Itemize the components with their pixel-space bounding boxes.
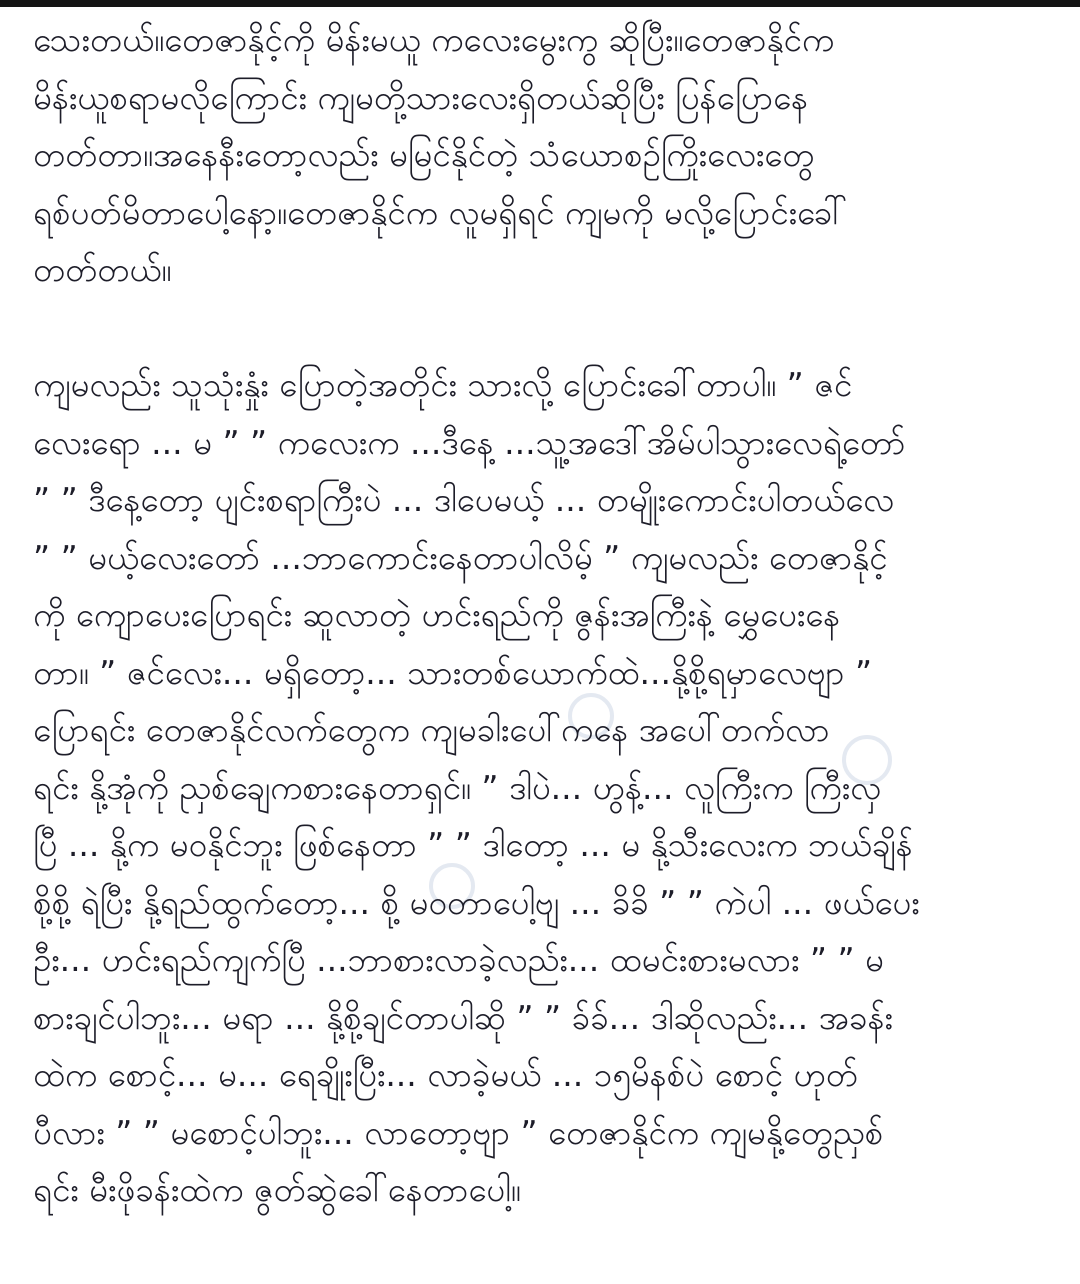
text-line: တာ။ ” ဇင်လေး... မရှိတော့... သားတစ်ယောက်ထဲ...နို့စို့ရမှာလေဗျာ ”: [33, 652, 873, 692]
text-line: ” ” ဒီနေ့တော့ ပျင်းစရာကြီးပဲ ... ဒါပေမယ့် ... တမျိုးကောင်းပါတယ်လေ: [33, 480, 895, 519]
text-line: စို့စို့ ရဲပြီး နို့ရည်ထွက်တော့... စို့ မဝတာပေါ့ဗျ ... ခိခိ ” ” ကဲပါ ... ဖယ်ပေး: [33, 882, 920, 922]
text-line: ” ” မယ့်လေးတော် ...ဘာကောင်းနေတာပါလိမ့် ” ကျမလည်း တေဇာနိုင့်: [33, 537, 888, 577]
text-line: ပြီ ... နို့က မဝနိုင်ဘူး ဖြစ်နေတာ ” ” ဒါတော့ ... မ နို့သီးလေးက ဘယ်ချိန်: [33, 825, 913, 864]
text-line: တတ်တာ။အနေနီးတော့လည်း မမြင်နိုင်တဲ့ သံယောစဥ်ကြိုးလေးတွေ: [33, 135, 815, 174]
text-line: ပြောရင်း တေဇာနိုင်လက်တွေက ကျမခါးပေါ်ကနေ အပေါ်တက်လာ: [33, 710, 830, 749]
text-paragraph: [33, 356, 1047, 1219]
text-line: ကို ကျောပေးပြောရင်း ဆူလာတဲ့ ဟင်းရည်ကို ဇွန်းအကြီးနဲ့ မွှေပေးနေ: [33, 595, 841, 634]
text-line: ရင်း မီးဖိုခန်းထဲက ဇွတ်ဆွဲခေါ်နေတာပေါ့။: [33, 1170, 521, 1209]
top-edge-bar: [0, 0, 1080, 7]
text-paragraph: [33, 11, 1047, 299]
text-line: လေးရော ... မ ” ” ကလေးက ...ဒီနေ့ ...သူ့အဒေါ်အိမ်ပါသွားလေရဲ့တော်: [33, 422, 906, 462]
text-line: သေးတယ်။တေဇာနိုင့်ကို မိန်းမယူ ကလေးမွေးကွ ဆိုပြီး။တေဇာနိုင်က: [33, 20, 835, 59]
text-line: ကျမလည်း သူသုံးနှုံး ပြောတဲ့အတိုင်း သားလို့ ပြောင်းခေါ်တာပါ။ ” ဇင်: [33, 365, 853, 404]
text-line: ထဲက စောင့်... မ... ရေချိုးပြီး... လာခဲ့မယ် ... ၁၅မိနစ်ပဲ စောင့် ဟုတ်: [33, 1055, 858, 1094]
text-line: ပီလား ” ” မစောင့်ပါဘူး... လာတော့ဗျာ ” တေဇာနိုင်က ကျမနို့တွေညှစ်: [33, 1112, 884, 1152]
text-line: တတ်တယ်။: [33, 250, 172, 289]
text-line: ရစ်ပတ်မိတာပေါ့နော့။တေဇာနိုင်က လူမရှိရင် ကျမကို မလို့ပြောင်းခေါ်: [33, 192, 848, 232]
text-line: ရင်း နို့အုံကို ညှစ်ချေကစားနေတာရှင်။ ” ဒါပဲ... ဟွန့်... လူကြီးက ကြီးလှ: [33, 767, 882, 807]
article-body: [33, 11, 1047, 1219]
text-line: ဦး... ဟင်းရည်ကျက်ပြီ ...ဘာစားလာခဲ့လည်း... ထမင်းစားမလား ” ” မ: [33, 940, 884, 979]
text-line: မိန်းယူစရာမလိုကြောင်း ကျမတို့သားလေးရှိတယ်ဆိုပြီး ပြန်ပြောနေ: [33, 77, 809, 117]
text-line: စားချင်ပါဘူး... မရာ ... နို့စို့ချင်တာပါဆို ” ” ခ်ခ်... ဒါဆိုလည်း... အခန်း: [33, 997, 893, 1037]
